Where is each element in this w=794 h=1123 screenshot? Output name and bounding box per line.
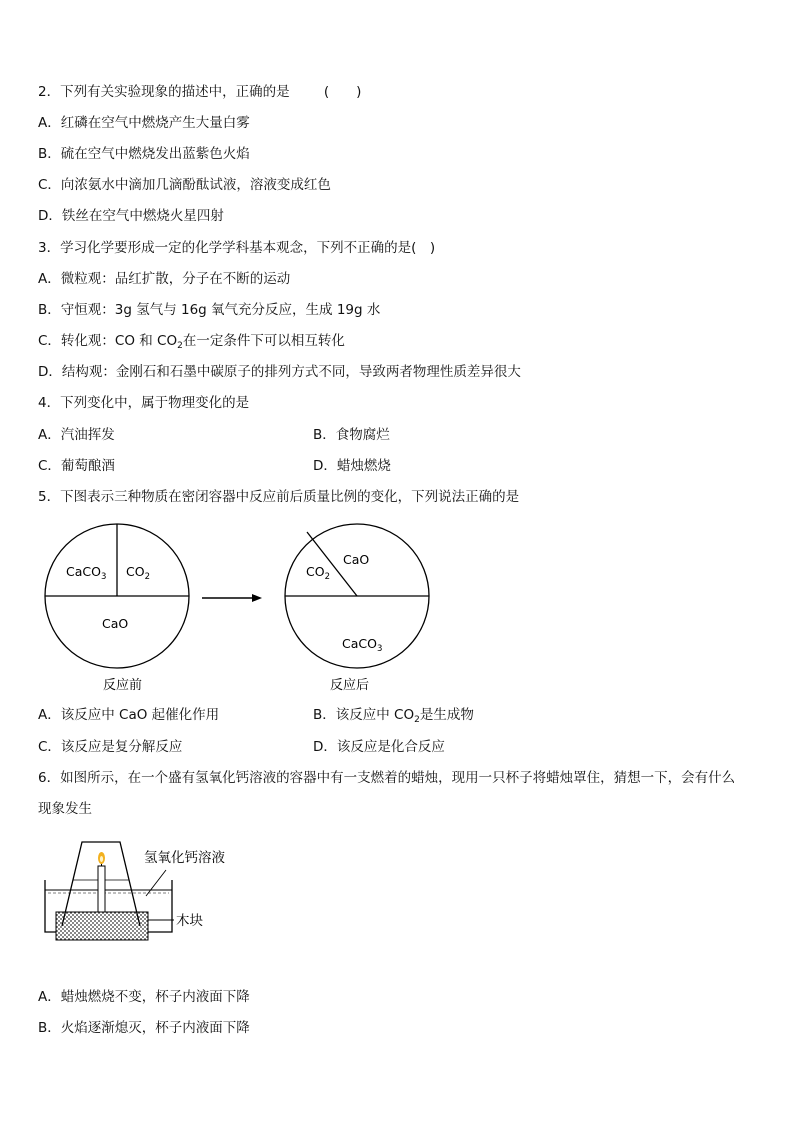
before-cao-label: CaO — [102, 616, 129, 631]
q2-option-a: A．红磷在空气中燃烧产生大量白雾 — [38, 115, 250, 131]
before-co2-label: $CO_2$ — [126, 564, 150, 582]
after-caco3-label: CaCO$_3$ — [342, 636, 383, 654]
q5-option-b — [313, 706, 474, 724]
before-caco3-label: CaCO$_3$ — [66, 564, 107, 582]
q5-figure — [0, 520, 794, 700]
q3-option-a: A．微粒观：品红扩散，分子在不断的运动 — [38, 271, 291, 287]
q2-option-c: C．向浓氨水中滴加几滴酚酞试液，溶液变成红色 — [38, 177, 331, 193]
q6-stem-line1: 6．如图所示，在一个盛有氢氧化钙溶液的容器中有一支燃着的蜡烛，现用一只杯子将蜡烛罩住，猜想一下，会有什么 — [38, 770, 736, 786]
q3-option-b: B．守恒观：3g 氢气与 16g 氧气充分反应，生成 19g 水 — [38, 302, 381, 318]
wood-label: 木块 — [176, 913, 203, 929]
after-caption: 反应后 — [330, 678, 370, 693]
before-pie — [45, 524, 189, 668]
q5-stem: 5．下图表示三种物质在密闭容器中反应前后质量比例的变化，下列说法正确的是 — [38, 489, 520, 505]
q6-stem-line2: 现象发生 — [38, 801, 92, 817]
candle — [98, 862, 105, 912]
wood-block — [56, 912, 148, 940]
q5-option-c: C．该反应是复分解反应 — [38, 739, 183, 755]
q4-option-d: D．蜡烛燃烧 — [313, 458, 391, 474]
q4-option-c: C．葡萄酿酒 — [38, 458, 115, 474]
q3-stem: 3．学习化学要形成一定的化学学科基本观念，下列不正确的是( ) — [38, 240, 436, 256]
q5-option-d: D．该反应是化合反应 — [313, 739, 445, 755]
q6-option-a: A．蜡烛燃烧不变，杯子内液面下降 — [38, 989, 250, 1005]
flame-icon — [98, 852, 105, 864]
q4-option-a: A．汽油挥发 — [38, 427, 115, 443]
q5-option-b-sub: 2 — [414, 715, 420, 725]
q3-option-c — [38, 332, 345, 350]
after-cao-label: CaO — [343, 552, 370, 567]
q2-option-b: B．硫在空气中燃烧发出蓝紫色火焰 — [38, 146, 250, 162]
q2-option-d: D．铁丝在空气中燃烧火星四射 — [38, 208, 224, 224]
q5-option-a: A．该反应中 CaO 起催化作用 — [38, 707, 220, 723]
q5-option-b-pre: B．该反应中 CO — [313, 707, 415, 723]
before-caption: 反应前 — [103, 678, 143, 693]
solution-label: 氢氧化钙溶液 — [144, 850, 225, 866]
q3-option-c-sub: 2 — [177, 341, 183, 351]
q6-figure — [40, 834, 300, 944]
q5-option-b-post: 是生成物 — [419, 707, 474, 723]
q2-stem — [38, 83, 361, 101]
after-co2-label: $CO_2$ — [306, 564, 330, 582]
q3-option-d: D．结构观：金刚石和石墨中碳原子的排列方式不同，导致两者物理性质差异很大 — [38, 364, 521, 380]
solution-leader-line — [146, 870, 166, 896]
q2-answer-paren: ( ) — [323, 84, 362, 100]
q6-option-b: B．火焰逐渐熄灭，杯子内液面下降 — [38, 1020, 250, 1036]
q4-option-b: B．食物腐烂 — [313, 427, 390, 443]
q3-option-c-post: 在一定条件下可以相互转化 — [182, 333, 345, 349]
after-pie — [285, 524, 429, 668]
reaction-arrow — [202, 594, 262, 602]
q3-option-c-pre: C．转化观：CO 和 CO — [38, 333, 178, 349]
q4-stem: 4．下列变化中，属于物理变化的是 — [38, 395, 250, 411]
q2-stem-text: 2．下列有关实验现象的描述中，正确的是 — [38, 84, 290, 100]
